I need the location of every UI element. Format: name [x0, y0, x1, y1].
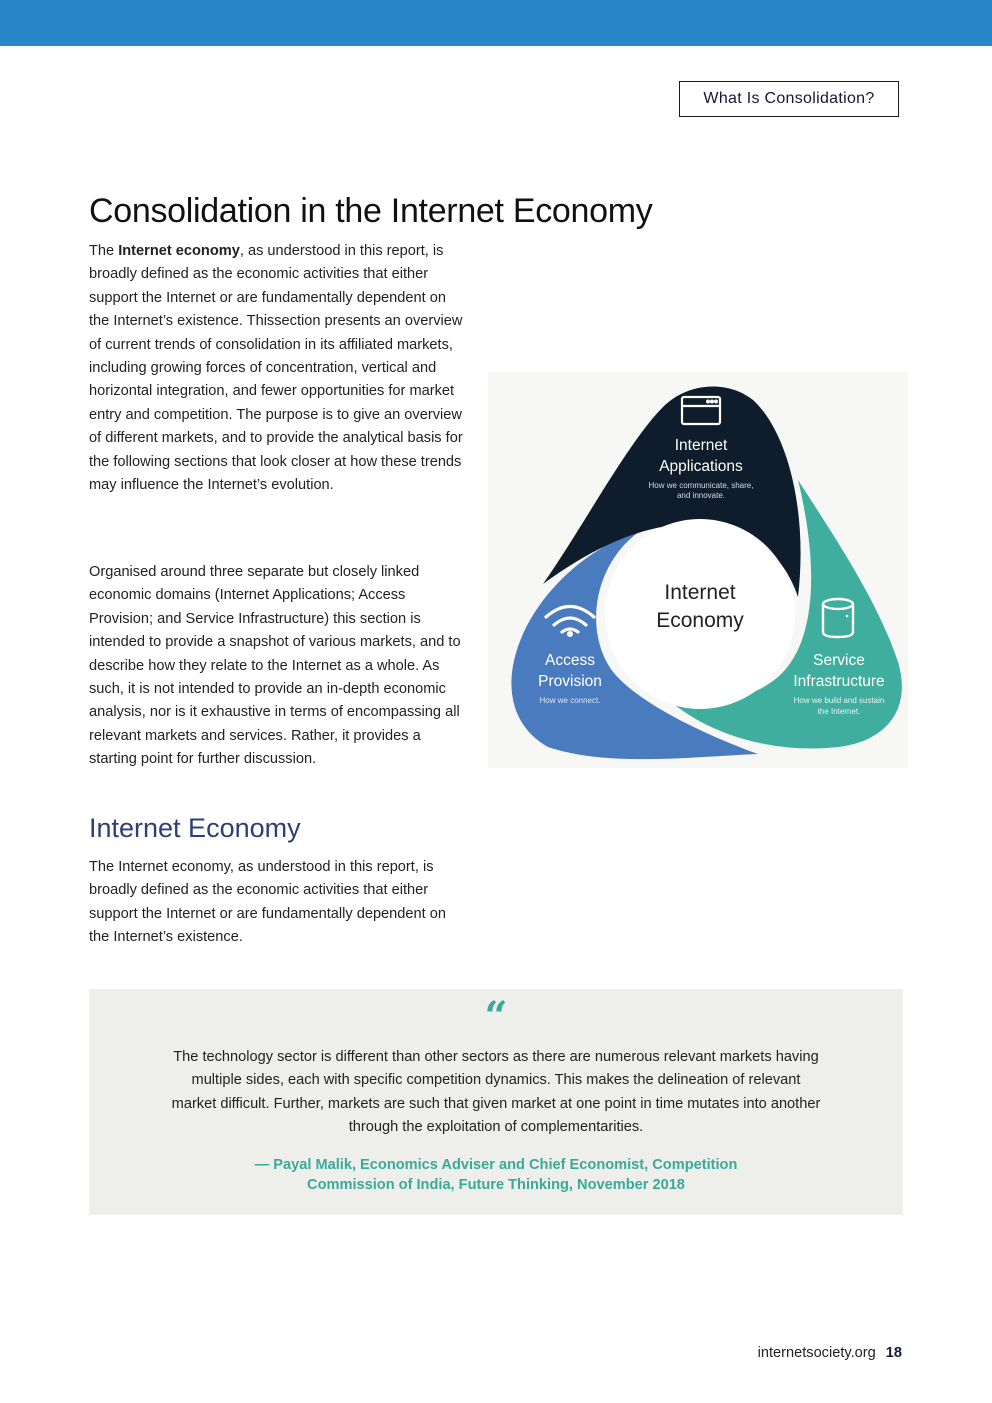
pull-quote	[89, 989, 903, 1215]
infrastructure-title-line2: Infrastructure	[793, 673, 885, 690]
intro-rest: , as understood in this report, is broadly defined as the economic activities that either support the Internet or are fundamentally dependent on the Internet’s existence. Thissection presents an overview of current trends of consolidation in its affiliated markets, including growing forces of concentration, vertical and horizontal integration, and fewer opportunities for market entry and competition. The purpose is to give an overview of different markets, and to provide the analytical basis for the following sections that look closer at how these trends may influence the Internet’s evolution.	[89, 243, 463, 494]
domains-text: Organised around three separate but closely linked economic domains (Internet Applications; Access Provision; and Service Infrastructure) this section is intended to provide a snapshot of various markets, and to describe how they relate to the Internet as a whole. As such, it is not intended to provide an in-depth economic analysis, nor is it exhaustive in terms of encompassing all relevant markets and services. Rather, it provides a starting point for further discussion.	[89, 564, 461, 768]
page-footer	[758, 1345, 902, 1361]
intro-paragraph	[89, 240, 469, 497]
subheading-internet-economy: Internet Economy	[89, 813, 301, 843]
quote-text: The technology sector is different than other sectors as there are numerous relevant markets having multiple sides, each with specific competition dynamics. This makes the delineation of relevant market difficult. Further, markets are such that given market at one point in time mutates into another through the exploitation of complementarities.	[171, 1049, 821, 1136]
applications-title-line1: Internet	[674, 437, 728, 454]
page-title: Consolidation in the Internet Economy	[89, 192, 653, 230]
page-number: 18	[885, 1345, 902, 1361]
section-tag-label: What Is Consolidation?	[703, 90, 875, 107]
applications-title-line2: Applications	[659, 458, 743, 475]
section-tag	[679, 81, 899, 117]
applications-desc-line1: How we communicate, share,	[648, 481, 754, 490]
center-label-line2: Economy	[656, 609, 744, 632]
internet-economy-diagram	[488, 372, 908, 768]
infrastructure-desc-line1: How we build and sustain	[793, 696, 885, 705]
infrastructure-title-line1: Service	[813, 652, 865, 669]
intro-prefix: The	[89, 243, 119, 259]
database-icon-dot	[846, 615, 849, 618]
intro-bold-term: Internet economy	[118, 243, 240, 259]
quote-attribution: — Payal Malik, Economics Adviser and Chief Economist, Competition Commission of India, Future Thinking, November 2018	[254, 1157, 738, 1193]
footer-site: internetsociety.org	[757, 1345, 876, 1361]
infrastructure-desc-line2: the Internet.	[817, 707, 861, 716]
quote-mark-icon: “	[484, 993, 508, 1040]
definition-text: The Internet economy, as understood in this report, is broadly defined as the economic activities that either support the Internet or are fundamentally dependent on the Internet’s existence.	[89, 859, 446, 946]
top-banner	[0, 0, 992, 46]
center-label-line1: Internet	[664, 581, 736, 604]
definition-paragraph	[89, 856, 469, 950]
access-title-line2: Provision	[538, 673, 602, 690]
access-desc-line1: How we connect.	[539, 696, 601, 705]
domains-paragraph	[89, 561, 469, 772]
applications-desc-line2: and innovate.	[676, 491, 726, 500]
wifi-dot	[567, 631, 573, 637]
access-title-line1: Access	[545, 652, 595, 669]
